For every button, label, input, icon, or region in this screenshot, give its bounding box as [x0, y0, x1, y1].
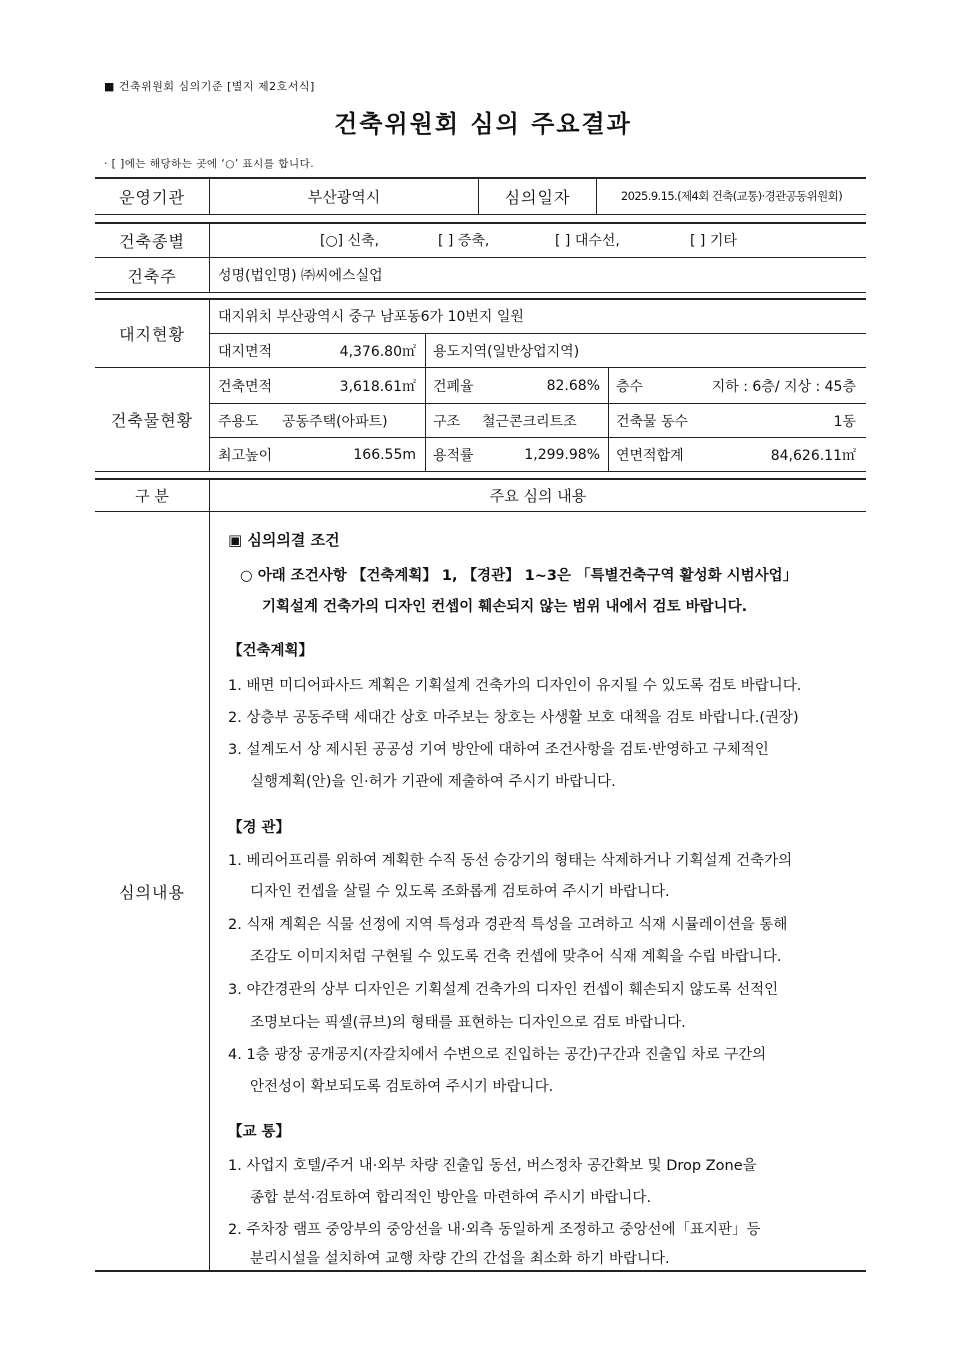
structure-label: 구조 — [433, 413, 461, 430]
date-value: 2025.9.15.(제4회 건축(교통)·경관공동위원회) — [620, 189, 843, 203]
traffic-item-2-cont: 분리시설을 설치하여 교행 차량 간의 간섭을 최소화 하기 바랍니다. — [250, 1251, 670, 1267]
review-label: 심의내용 — [119, 882, 185, 902]
site-location: 대지위치 부산광역시 중구 남포동6가 10번지 일원 — [218, 309, 524, 325]
landscape-item-1: 1. 베리어프리를 위하여 계획한 수직 동선 승강기의 형태는 삭제하거나 기획설계 건축가의 — [228, 853, 793, 869]
owner-label: 건축주 — [127, 266, 177, 286]
coverage-value: 82.68% — [546, 377, 600, 394]
type-label: 건축종별 — [119, 231, 185, 251]
landscape-item-2: 2. 식재 계획은 식물 선정에 지역 특성과 경관적 특성을 고려하고 식재 시뮬레이션을 통해 — [228, 917, 788, 933]
building-label: 건축물현황 — [110, 411, 194, 430]
arch-heading: 【건축계획】 — [228, 643, 314, 659]
arch-item-3-cont: 실행계획(안)을 인·허가 기관에 제출하여 주시기 바랍니다. — [250, 774, 616, 790]
landscape-item-3-cont: 조명보다는 픽셀(큐브)의 형태를 표현하는 디자인으로 검토 바랍니다. — [250, 1015, 686, 1031]
resolution-heading: ▣ 심의의결 조건 — [228, 531, 340, 549]
zoning-value: 용도지역(일반상업지역) — [433, 343, 580, 360]
org-label: 운영기관 — [119, 187, 185, 207]
arch-item-1: 1. 배면 미디어파사드 계획은 기획설계 건축가의 디자인이 유지될 수 있도록 검토 바랍니다. — [228, 678, 802, 694]
far-value: 1,299.98% — [524, 446, 600, 463]
org-value: 부산광역시 — [307, 187, 381, 206]
count-label: 건축물 동수 — [616, 413, 689, 430]
owner-value: 성명(법인명) ㈜씨에스실업 — [218, 268, 383, 284]
landscape-item-1-cont: 디자인 컨셉을 살릴 수 있도록 조화롭게 검토하여 주시기 바랍니다. — [250, 884, 670, 900]
type-other-checkbox: [ ] 기타 — [690, 233, 737, 249]
structure-value: 철근콘크리트조 — [482, 413, 577, 430]
review-content — [220, 520, 866, 1270]
building-area-value: 3,618.61㎡ — [339, 378, 416, 395]
landscape-heading: 【경 관】 — [228, 820, 291, 836]
landscape-item-3: 3. 야간경관의 상부 디자인은 기획설계 건축가의 디자인 컨셉이 훼손되지 않도록 선적인 — [228, 982, 779, 998]
coverage-label: 건폐율 — [433, 378, 474, 395]
traffic-item-2: 2. 주차장 램프 중앙부의 중앙선을 내·외측 동일하게 조정하고 중앙선에「표지판」등 — [228, 1222, 761, 1238]
floors-label: 층수 — [616, 378, 644, 395]
division-label: 구 분 — [135, 486, 169, 505]
use-label: 주용도 — [218, 413, 259, 430]
form-header-note: ■ 건축위원회 심의기준 [별지 제2호서식] — [104, 80, 315, 93]
date-label: 심의일자 — [504, 187, 571, 207]
instruction-note: · [ ]에는 해당하는 곳에 ‘○’ 표시를 합니다. — [104, 158, 315, 170]
arch-item-3: 3. 설계도서 상 제시된 공공성 기여 방안에 대하여 조건사항을 검토·반영하고 구체적인 — [228, 742, 769, 758]
page-title: 건축위원회 심의 주요결과 — [334, 110, 632, 138]
traffic-item-1-cont: 종합 분석·검토하여 합리적인 방안을 마련하여 주시기 바랍니다. — [250, 1190, 652, 1206]
total-area-value: 84,626.11㎡ — [770, 447, 856, 464]
type-extension-checkbox: [ ] 증축, — [438, 233, 490, 249]
site-area-value: 4,376.80㎡ — [339, 343, 416, 360]
landscape-item-4-cont: 안전성이 확보되도록 검토하여 주시기 바랍니다. — [250, 1079, 554, 1095]
condition-line-2: 기획설계 건축가의 디자인 컨셉이 훼손되지 않는 범위 내에서 검토 바랍니다. — [262, 599, 748, 615]
traffic-heading: 【교 통】 — [228, 1124, 291, 1140]
type-repair-checkbox: [ ] 대수선, — [555, 233, 620, 249]
building-area-label: 건축면적 — [218, 378, 273, 395]
site-label: 대지현황 — [119, 324, 185, 344]
type-new-checkbox: [○] 신축, — [320, 233, 380, 249]
height-label: 최고높이 — [218, 447, 273, 464]
count-value: 1동 — [833, 413, 856, 430]
site-area-label: 대지면적 — [218, 343, 273, 360]
total-area-label: 연면적합계 — [616, 447, 684, 464]
height-value: 166.55m — [353, 446, 416, 463]
traffic-item-1: 1. 사업지 호텔/주거 내·외부 차량 진출입 동선, 버스정차 공간확보 및 Drop Zone을 — [228, 1158, 757, 1174]
landscape-item-2-cont: 조감도 이미지처럼 구현될 수 있도록 건축 컨셉에 맞추어 식재 계획을 수립 바랍니다. — [250, 949, 782, 965]
far-label: 용적률 — [433, 447, 474, 464]
arch-item-2: 2. 상층부 공동주택 세대간 상호 마주보는 창호는 사생활 보호 대책을 검토 바랍니다.(권장) — [228, 710, 799, 726]
landscape-item-4: 4. 1층 광장 공개공지(자갈치에서 수변으로 진입하는 공간)구간과 진출입 차로 구간의 — [228, 1047, 767, 1063]
condition-line-1: ○ 아래 조건사항 【건축계획】 1, 【경관】 1~3은 「특별건축구역 활성화 시범사업」 — [240, 568, 798, 584]
use-value: 공동주택(아파트) — [282, 413, 388, 430]
floors-value: 지하 : 6층/ 지상 : 45층 — [711, 378, 856, 395]
main-content-label: 주요 심의 내용 — [489, 486, 587, 505]
